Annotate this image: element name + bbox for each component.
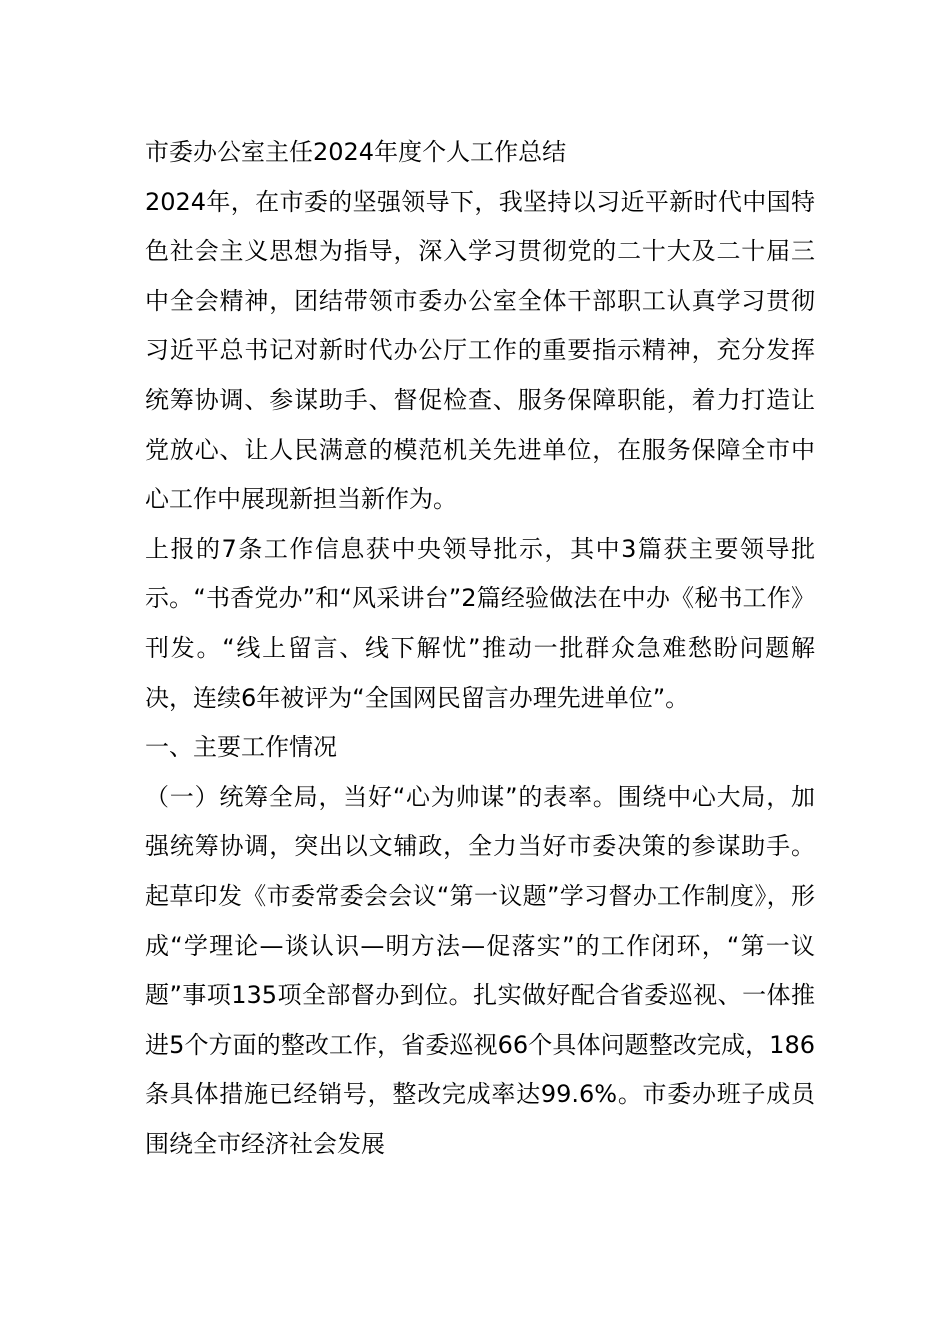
intro-paragraph: 2024年，在市委的坚强领导下，我坚持以习近平新时代中国特色社会主义思想为指导，深入学习贯彻党的二十大及二十届三中全会精神，团结带领市委办公室全体干部职工认真学习贯彻习近平总书记对新时代办公厅工作的重要指示精神，充分发挥统筹协调、参谋助手、督促检查、服务保障职能，着力打造让党放心、让人民满意的模范机关先进单位，在服务保障全市中心工作中展现新担当新作为。 <box>145 187 815 514</box>
achievements-paragraph: 上报的7条工作信息获中央领导批示，其中3篇获主要领导批示。“书香党办”和“风采讲台”2篇经验做法在中办《秘书工作》刊发。“线上留言、线下解忧”推动一批群众急难愁盼问题解决，连续6年被评为“全国网民留言办理先进单位”。 <box>145 534 815 712</box>
section-heading: 一、主要工作情况 <box>145 733 337 762</box>
section-1-paragraph: （一）统筹全局，当好“心为帅谋”的表率。围绕中心大局，加强统筹协调，突出以文辅政，全力当好市委决策的参谋助手。起草印发《市委常委会会议“第一议题”学习督办工作制度》，形成“学理论—谈认识—明方法—促落实”的工作闭环，“第一议题”事项135项全部督办到位。扎实做好配合省委巡视、一体推进5个方面的整改工作，省委巡视66个具体问题整改完成，186条具体措施已经销号，整改完成率达99.6%。市委办班子成员围绕全市经济社会发展 <box>145 782 815 1158</box>
document-body <box>145 128 815 1169</box>
document-title: 市委办公室主任2024年度个人工作总结 <box>145 138 567 166</box>
